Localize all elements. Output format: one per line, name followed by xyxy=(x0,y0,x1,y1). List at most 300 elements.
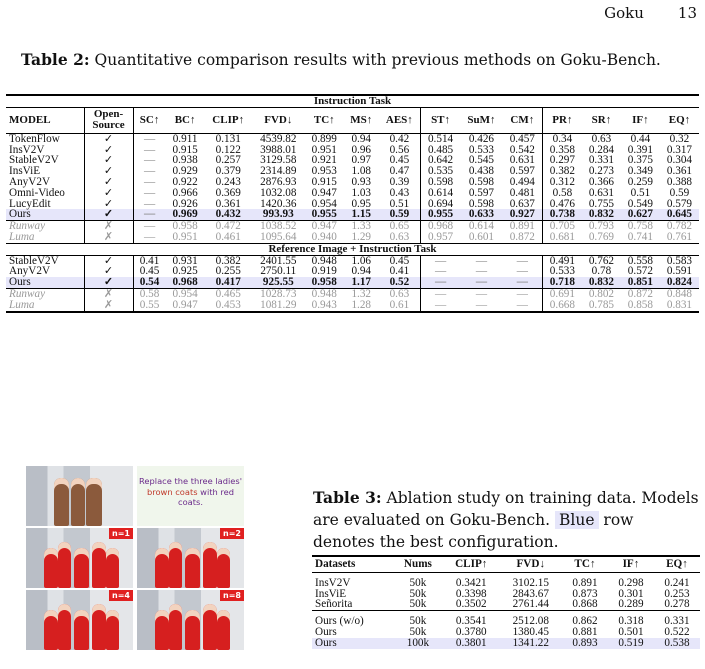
table-cell: 0.802 xyxy=(588,287,614,300)
table-cell: 0.519 xyxy=(608,638,654,649)
table-cell: 0.63 xyxy=(389,230,410,243)
table-cell: 0.922 xyxy=(172,175,198,188)
column-header: SC↑ xyxy=(133,107,166,133)
table-cell: 0.94 xyxy=(351,132,372,145)
column-header: TC↑ xyxy=(313,113,335,126)
table-row xyxy=(6,300,699,312)
table-cell: — xyxy=(516,254,528,267)
table-cell: 0.831 xyxy=(666,298,693,311)
table-cell: 0.873 xyxy=(572,587,598,600)
table-cell: 0.457 xyxy=(509,132,535,145)
table-cell: 0.943 xyxy=(311,298,337,311)
person-figure xyxy=(217,548,230,588)
table-cell: 0.3421 xyxy=(455,576,487,589)
column-header: EQ↑ xyxy=(668,113,691,126)
table-cell: — xyxy=(475,254,488,267)
table-cell: 0.55 xyxy=(133,300,166,312)
table-cell: 0.957 xyxy=(421,232,461,243)
column-header: BC↑ xyxy=(174,113,196,126)
table-cell: 0.579 xyxy=(666,197,693,210)
table-cell: 0.3398 xyxy=(455,587,487,600)
table-cell: AnyV2V xyxy=(9,265,51,278)
table-cell: 0.533 xyxy=(542,266,582,277)
table-cell: 0.331 xyxy=(664,615,690,628)
table-cell: 0.915 xyxy=(172,143,198,156)
table-cell: InsViE xyxy=(9,165,41,178)
table-cell: ✓ xyxy=(84,188,133,199)
table-cell: 0.758 xyxy=(627,220,653,233)
prompt-text-2: with red coats. xyxy=(178,486,235,507)
table-cell: StableV2V xyxy=(9,154,59,167)
table-cell: 0.61 xyxy=(389,298,410,311)
table-cell: 1.03 xyxy=(351,186,372,199)
table-cell: 0.241 xyxy=(664,576,690,589)
person-figure xyxy=(155,610,169,650)
table-cell: 100k xyxy=(393,638,443,649)
column-header: TC↑ xyxy=(574,558,596,570)
table-cell: 1.28 xyxy=(351,298,372,311)
table-cell: 0.361 xyxy=(666,165,693,178)
table2 xyxy=(6,94,699,313)
table-cell: 0.633 xyxy=(460,209,503,220)
table-cell: 0.388 xyxy=(666,175,693,188)
table-cell: 0.255 xyxy=(215,265,241,278)
section-row xyxy=(6,243,699,255)
table-cell: 0.51 xyxy=(389,197,410,210)
table-cell: 0.58 xyxy=(542,188,582,199)
table-cell: 1.29 xyxy=(351,230,372,243)
person-figure xyxy=(86,478,102,526)
table-cell: 0.948 xyxy=(311,287,337,300)
table-cell: ✗ xyxy=(84,221,133,232)
table-cell: 0.301 xyxy=(618,587,644,600)
table-cell: — xyxy=(133,155,166,166)
prompt-text: Replace the three ladies' xyxy=(139,476,242,486)
person-figure xyxy=(58,542,71,588)
table-cell: 0.938 xyxy=(172,154,198,167)
table-cell: 0.45 xyxy=(389,254,410,267)
person-figure xyxy=(155,548,169,588)
table-cell: 50k xyxy=(409,598,427,611)
table-cell: 0.94 xyxy=(351,265,372,278)
table-cell: InsV2V xyxy=(9,143,45,156)
table-cell: 0.872 xyxy=(627,287,653,300)
table-cell: 3129.58 xyxy=(260,154,297,167)
page-number: 13 xyxy=(677,4,697,22)
table-cell: 0.631 xyxy=(588,186,614,199)
table-row xyxy=(312,572,700,588)
table-cell: 0.331 xyxy=(588,154,614,167)
column-header: AES↑ xyxy=(385,113,413,126)
table-cell: 0.545 xyxy=(468,154,494,167)
table-cell: 0.793 xyxy=(588,220,614,233)
table-cell: 50k xyxy=(409,615,427,628)
table-cell: ✓ xyxy=(84,166,133,177)
table-cell: 2314.89 xyxy=(260,165,297,178)
column-header: SR↑ xyxy=(591,113,612,126)
table-cell: — xyxy=(133,221,166,232)
table-cell: 0.317 xyxy=(666,143,693,156)
table2-caption xyxy=(21,50,661,69)
table-cell: 0.549 xyxy=(627,197,653,210)
person-figure xyxy=(203,604,217,650)
table-cell: 0.494 xyxy=(509,175,535,188)
column-header: IF↑ xyxy=(632,113,649,126)
person-figure xyxy=(185,548,200,588)
person-figure xyxy=(92,604,106,650)
column-header: MS↑ xyxy=(350,113,373,126)
table-cell: 0.485 xyxy=(421,145,461,156)
table-cell: 0.954 xyxy=(311,197,337,210)
table-cell: ✗ xyxy=(84,232,133,243)
table-cell: 0.958 xyxy=(172,220,198,233)
table3-label: Table 3: xyxy=(313,488,382,507)
table-cell: StableV2V xyxy=(9,254,59,267)
table-cell: 0.366 xyxy=(588,175,614,188)
table3-caption-text-2: row denotes the best configuration. xyxy=(313,511,634,551)
table3-caption-text: Ablation study on training data. Models are evaluated on Goku-Bench. xyxy=(313,489,699,529)
table-cell: 0.947 xyxy=(311,186,337,199)
table-cell: 0.947 xyxy=(172,298,198,311)
table-cell: 0.243 xyxy=(215,175,241,188)
table-cell: 0.97 xyxy=(351,154,372,167)
table-cell: 0.481 xyxy=(509,186,535,199)
table-row xyxy=(6,277,699,288)
table-cell: 0.63 xyxy=(389,287,410,300)
table-cell: — xyxy=(133,199,166,210)
table-cell: 0.51 xyxy=(630,186,651,199)
person-figure xyxy=(106,548,119,588)
table3 xyxy=(312,555,700,649)
table-cell: Ours xyxy=(315,625,337,638)
table-cell: — xyxy=(516,298,528,311)
table-cell: 0.514 xyxy=(421,133,461,144)
table-cell: 2876.93 xyxy=(260,175,297,188)
table-row xyxy=(6,133,699,144)
table-cell: — xyxy=(133,188,166,199)
table-cell: 0.893 xyxy=(562,638,608,649)
person-figure xyxy=(217,610,230,650)
table-cell: 0.56 xyxy=(389,143,410,156)
table-cell: 2512.08 xyxy=(512,615,549,628)
table-cell: 0.131 xyxy=(215,132,241,145)
figure-editing-examples xyxy=(26,466,246,669)
table-cell: 3102.15 xyxy=(512,576,549,589)
column-header: CM↑ xyxy=(510,113,535,126)
table-cell: 1.33 xyxy=(351,220,372,233)
example-frame xyxy=(137,590,244,650)
table-cell: 0.52 xyxy=(379,277,421,288)
person-figure xyxy=(169,604,182,650)
table-cell: 0.391 xyxy=(627,143,653,156)
table-cell: 0.369 xyxy=(215,186,241,199)
person-figure xyxy=(203,542,217,588)
table-cell: 0.438 xyxy=(468,165,494,178)
table-cell: 0.3541 xyxy=(455,615,487,628)
table-cell: 1032.08 xyxy=(260,186,297,199)
table-cell: 0.929 xyxy=(172,165,198,178)
table-cell: Ours (w/o) xyxy=(315,615,364,628)
table-cell: 0.417 xyxy=(205,277,252,288)
table-cell: Ours xyxy=(6,209,84,220)
sample-count-badge: n=8 xyxy=(220,590,244,601)
table-cell: 0.627 xyxy=(621,209,660,220)
example-frame xyxy=(26,528,133,588)
person-figure xyxy=(185,610,200,650)
table-cell: 0.951 xyxy=(172,230,198,243)
column-header: SuM↑ xyxy=(467,113,496,126)
table-cell: 0.461 xyxy=(215,230,241,243)
table-cell: ✓ xyxy=(84,255,133,266)
table-cell: 0.535 xyxy=(421,166,461,177)
table-cell: 0.558 xyxy=(627,254,653,267)
table-cell: 0.44 xyxy=(630,132,651,145)
table-cell: 0.597 xyxy=(468,186,494,199)
table-cell: 0.382 xyxy=(215,254,241,267)
table-cell: 0.705 xyxy=(542,221,582,232)
table-cell: ✓ xyxy=(84,199,133,210)
table-cell: 0.259 xyxy=(627,175,653,188)
column-header: Datasets xyxy=(315,558,356,570)
table-cell: ✓ xyxy=(84,155,133,166)
table-cell: 1081.29 xyxy=(260,298,297,311)
table-cell: 0.289 xyxy=(618,598,644,611)
table-cell: 0.65 xyxy=(389,220,410,233)
person-figure xyxy=(54,478,69,526)
table-cell: 0.297 xyxy=(542,155,582,166)
table-cell: 0.782 xyxy=(666,220,693,233)
table-cell: 0.614 xyxy=(468,220,494,233)
table-cell: 0.95 xyxy=(351,197,372,210)
table-cell: 2761.44 xyxy=(512,598,549,611)
person-figure xyxy=(44,610,58,650)
table-cell: 0.426 xyxy=(468,132,494,145)
table-cell: 0.491 xyxy=(542,255,582,266)
table-cell: 0.304 xyxy=(666,154,693,167)
table-cell: 0.668 xyxy=(542,300,582,312)
table-cell: 0.375 xyxy=(627,154,653,167)
table-cell: 0.694 xyxy=(421,199,461,210)
table-cell: LucyEdit xyxy=(9,197,51,210)
person-figure xyxy=(92,542,106,588)
column-header: PR↑ xyxy=(542,107,582,133)
table-cell: — xyxy=(421,255,461,266)
table-cell: 0.925 xyxy=(172,265,198,278)
table-cell: 0.54 xyxy=(133,277,166,288)
table-cell: 993.93 xyxy=(252,209,305,220)
table-cell: 0.955 xyxy=(305,209,344,220)
table-cell: 0.927 xyxy=(503,209,543,220)
table2-caption-text: Quantitative comparison results with previous methods on Goku-Bench. xyxy=(89,51,661,69)
page-header xyxy=(570,4,697,22)
example-frame xyxy=(26,466,133,526)
table-cell: 0.349 xyxy=(627,165,653,178)
table-cell: ✓ xyxy=(84,277,133,288)
table-cell: 0.361 xyxy=(215,197,241,210)
table-cell: — xyxy=(133,209,166,220)
table-cell: Luma xyxy=(9,298,35,311)
column-header: IF↑ xyxy=(622,558,640,570)
table-cell: 0.681 xyxy=(542,232,582,243)
table-cell: 2843.67 xyxy=(512,587,549,600)
table-cell: 0.253 xyxy=(664,587,690,600)
table-cell: 1.15 xyxy=(344,209,379,220)
person-figure xyxy=(74,610,89,650)
table-cell: 1341.22 xyxy=(500,638,562,649)
table-cell: 0.899 xyxy=(311,132,337,145)
table-cell: 0.432 xyxy=(205,209,252,220)
table-cell: 0.257 xyxy=(215,154,241,167)
table-cell: — xyxy=(133,145,166,156)
table-cell: 0.122 xyxy=(215,143,241,156)
table-cell: 0.598 xyxy=(468,197,494,210)
table-cell: Ours xyxy=(6,277,84,288)
table-cell: Runway xyxy=(9,220,46,233)
table-cell: 0.43 xyxy=(389,186,410,199)
person-figure xyxy=(74,548,89,588)
prompt-highlight: brown coats xyxy=(146,486,198,497)
table-cell: 0.718 xyxy=(542,277,582,288)
table-cell: 0.761 xyxy=(666,230,693,243)
table-cell: — xyxy=(133,133,166,144)
table-cell: 0.318 xyxy=(618,615,644,628)
table-cell: 0.3780 xyxy=(455,625,487,638)
blue-label: Blue xyxy=(555,511,599,529)
table-cell: 0.762 xyxy=(588,254,614,267)
table-cell: 0.96 xyxy=(351,143,372,156)
column-header: Nums xyxy=(403,558,432,570)
table-row xyxy=(312,599,700,610)
table-cell: 0.93 xyxy=(351,175,372,188)
table-cell: 0.42 xyxy=(389,132,410,145)
table-cell: 0.926 xyxy=(172,197,198,210)
table-cell: 0.601 xyxy=(468,230,494,243)
person-figure xyxy=(58,604,71,650)
table-cell: — xyxy=(503,277,543,288)
table-cell: 0.862 xyxy=(572,615,598,628)
table-cell: ✓ xyxy=(84,145,133,156)
table-cell: — xyxy=(460,277,503,288)
section-reference-task: Reference Image + Instruction Task xyxy=(268,242,437,255)
table-cell: 0.637 xyxy=(509,197,535,210)
table-cell: 1420.36 xyxy=(260,197,297,210)
table-cell: — xyxy=(516,265,528,278)
example-frame xyxy=(137,528,244,588)
table-cell: 50k xyxy=(409,625,427,638)
table-cell: — xyxy=(475,265,488,278)
table-cell: 0.59 xyxy=(669,186,690,199)
table-cell: 0.872 xyxy=(509,230,535,243)
table-cell: InsViE xyxy=(315,587,347,600)
table-cell: 0.591 xyxy=(666,265,693,278)
table-cell: Luma xyxy=(9,230,35,243)
table-cell: 0.891 xyxy=(509,220,535,233)
table-cell: InsV2V xyxy=(315,576,351,589)
table-cell: 1.17 xyxy=(344,277,379,288)
table-cell: 0.868 xyxy=(572,598,598,611)
table-cell: 1038.52 xyxy=(260,220,297,233)
table-cell: 0.312 xyxy=(542,177,582,188)
table-cell: TokenFlow xyxy=(9,132,60,145)
table-cell: — xyxy=(421,300,461,312)
table-cell: ✓ xyxy=(84,133,133,144)
table-cell: Omni-Video xyxy=(9,186,65,199)
table-cell: 0.284 xyxy=(588,143,614,156)
table-cell: 0.572 xyxy=(627,265,653,278)
table-cell: 0.832 xyxy=(582,277,621,288)
table-cell: 0.3502 xyxy=(455,598,487,611)
table-cell: 0.465 xyxy=(215,287,241,300)
table-cell: 0.542 xyxy=(509,143,535,156)
table-cell: — xyxy=(421,288,461,299)
table-cell: 0.273 xyxy=(588,165,614,178)
table-cell: 0.951 xyxy=(311,143,337,156)
table-cell: 0.881 xyxy=(572,625,598,638)
table-cell: 0.940 xyxy=(311,230,337,243)
table-cell: — xyxy=(133,177,166,188)
example-frame xyxy=(26,590,133,650)
table-row xyxy=(6,232,699,243)
table-cell: 0.851 xyxy=(621,277,660,288)
table-cell: 0.47 xyxy=(389,165,410,178)
column-header: CLIP↑ xyxy=(455,558,488,570)
table-cell: 0.911 xyxy=(172,132,198,145)
table-cell: 1095.64 xyxy=(260,230,297,243)
table-row xyxy=(312,611,700,627)
table-cell: 0.931 xyxy=(172,254,198,267)
table-cell: AnyV2V xyxy=(9,175,51,188)
table-cell: 0.785 xyxy=(588,298,614,311)
table-cell: Señorita xyxy=(315,598,353,611)
table-cell: 0.34 xyxy=(542,133,582,144)
table-cell: 0.533 xyxy=(468,143,494,156)
person-figure xyxy=(169,542,182,588)
table-cell: 0.891 xyxy=(572,576,598,589)
table-cell: 925.55 xyxy=(252,277,305,288)
table-cell: 1380.45 xyxy=(512,625,549,638)
table-cell: 0.915 xyxy=(311,175,337,188)
table-cell: — xyxy=(475,287,488,300)
edit-prompt-box xyxy=(137,466,244,526)
table-cell: 0.298 xyxy=(618,576,644,589)
table-cell: 0.755 xyxy=(588,197,614,210)
table-cell: ✗ xyxy=(84,288,133,299)
table-cell: 1.08 xyxy=(351,165,372,178)
person-figure xyxy=(106,610,119,650)
table-cell: 0.966 xyxy=(172,186,198,199)
table-cell: 0.631 xyxy=(509,154,535,167)
table-cell: 0.41 xyxy=(389,265,410,278)
table-row xyxy=(6,188,699,199)
table-cell: 1.32 xyxy=(351,287,372,300)
column-header: FVD↓ xyxy=(516,558,546,570)
table-cell: 0.358 xyxy=(542,145,582,156)
table-cell: 50k xyxy=(409,576,427,589)
table-cell: Ours xyxy=(312,638,393,649)
table-cell: 1.06 xyxy=(351,254,372,267)
column-header: ST↑ xyxy=(421,107,461,133)
table-cell: 2750.11 xyxy=(260,265,297,278)
table-cell: 1028.73 xyxy=(260,287,297,300)
table-cell: 0.538 xyxy=(654,638,700,649)
table-cell: — xyxy=(133,232,166,243)
table-cell: 0.583 xyxy=(666,254,693,267)
table-cell: 0.3801 xyxy=(443,638,500,649)
table-cell: — xyxy=(421,266,461,277)
section-instruction-task: Instruction Task xyxy=(313,95,392,107)
table-cell: 0.953 xyxy=(311,165,337,178)
table-cell: 0.858 xyxy=(627,298,653,311)
